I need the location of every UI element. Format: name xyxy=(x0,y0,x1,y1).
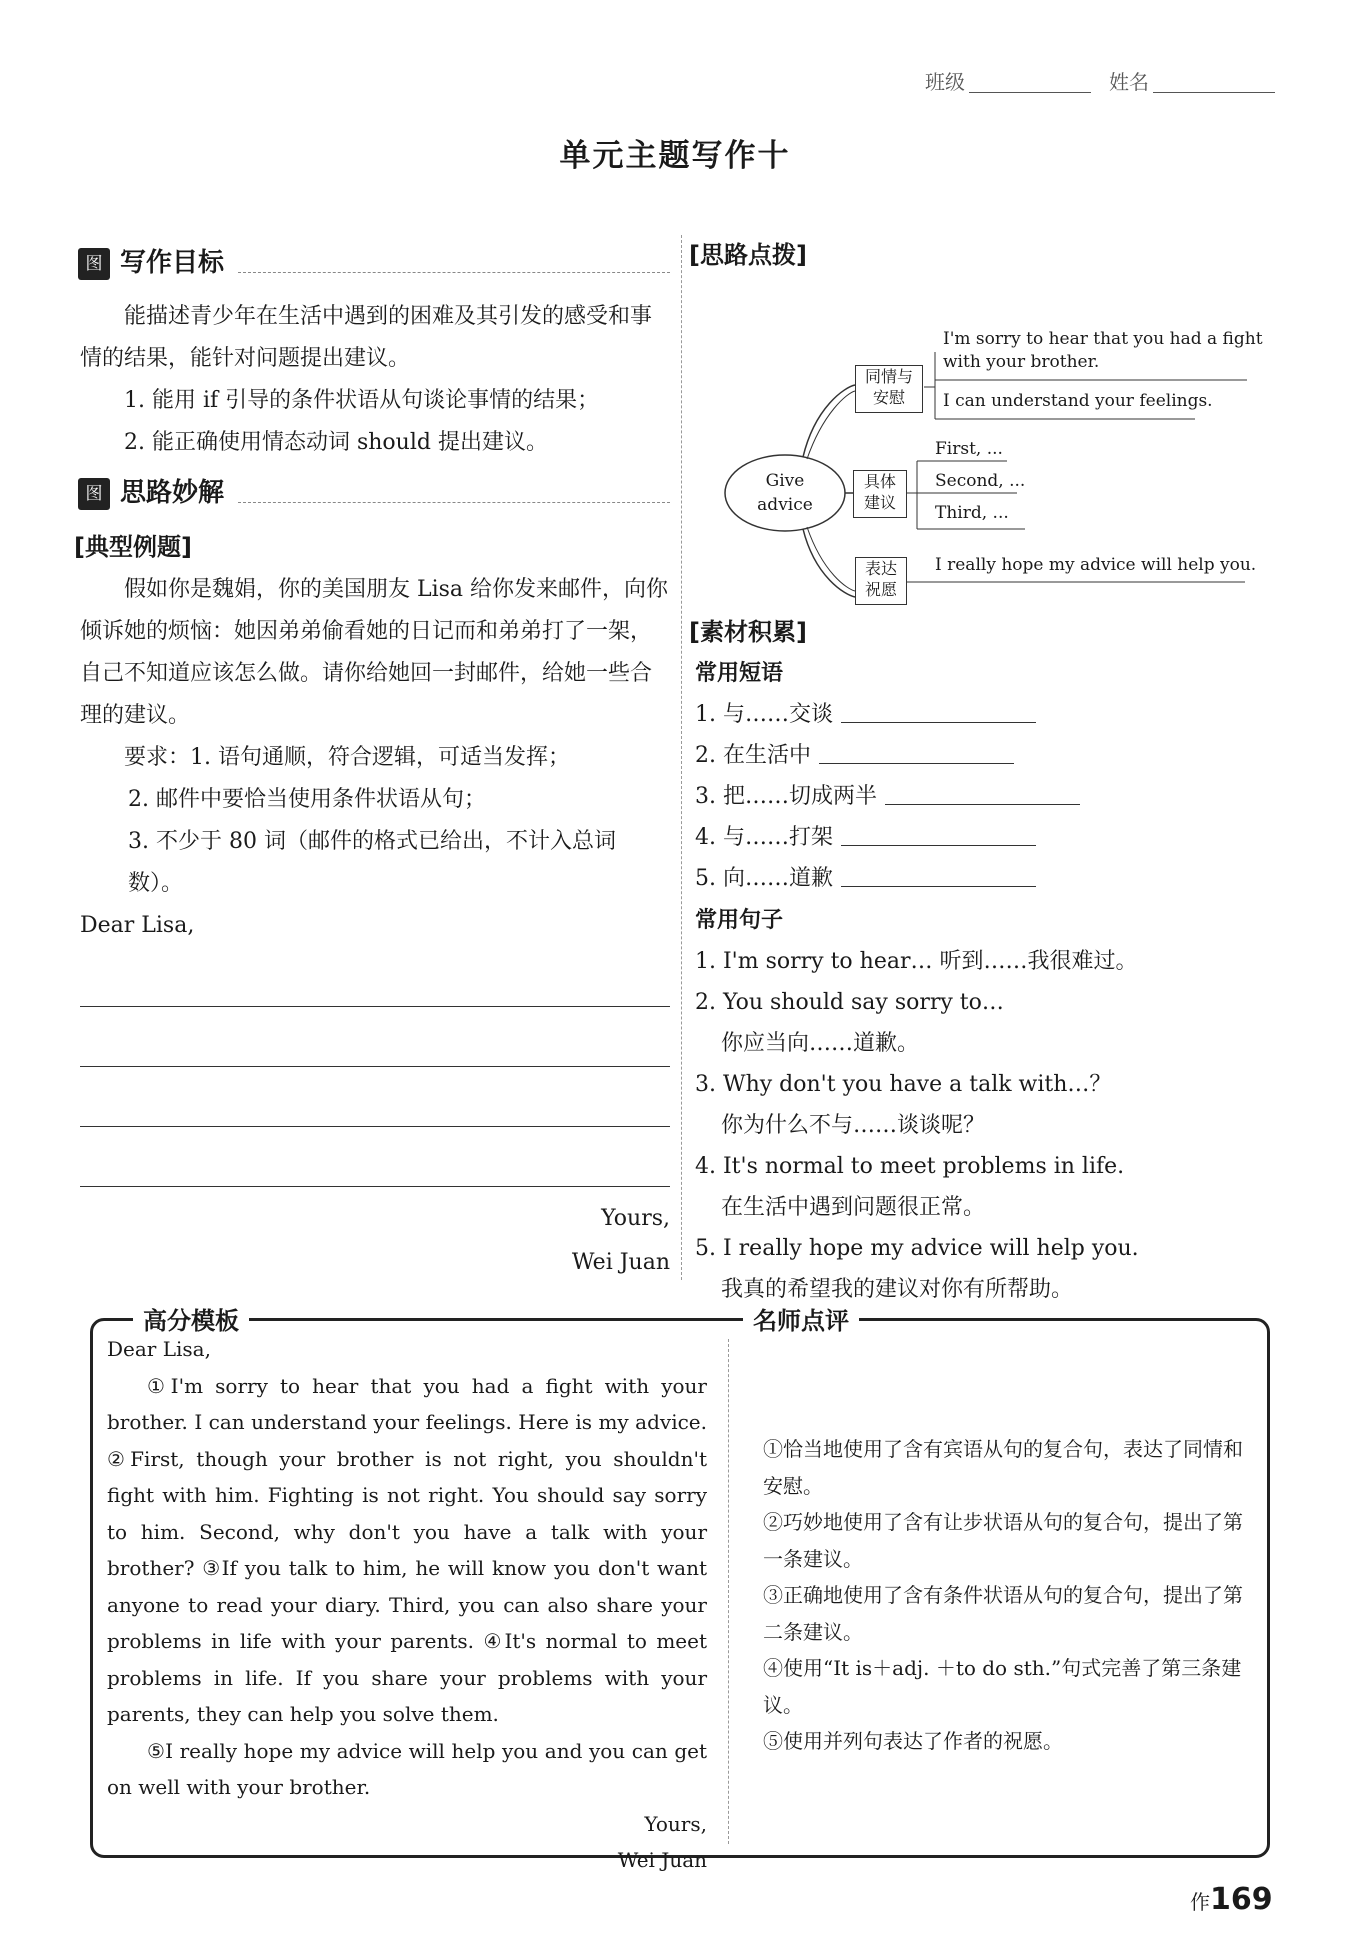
model-essay xyxy=(107,1331,707,1879)
answer-blank xyxy=(841,701,1036,723)
branch-line: I can understand your feelings. xyxy=(943,390,1213,411)
page-number xyxy=(1190,1878,1273,1922)
section-goal-heading xyxy=(78,238,670,290)
answer-blank xyxy=(885,783,1080,805)
writing-line xyxy=(80,1127,670,1187)
sentence-item: 4. It's normal to meet problems in life. xyxy=(695,1153,1125,1179)
branch-label: 安慰 xyxy=(872,387,905,407)
email-signature: Wei Juan xyxy=(571,1249,670,1275)
writing-line xyxy=(80,1067,670,1127)
phrase-text: 3. 把……切成两半 xyxy=(695,783,877,809)
center-line: advice xyxy=(757,494,813,515)
class-name-line xyxy=(925,68,1293,97)
branch-label: 具体 xyxy=(863,471,896,491)
branch-label-box xyxy=(855,365,923,413)
review-heading: 名师点评 xyxy=(743,1304,859,1339)
goal-point: 2. 能正确使用情态动词 should 提出建议。 xyxy=(124,430,548,455)
column-divider xyxy=(681,235,682,1280)
page-value: 169 xyxy=(1210,1882,1273,1917)
sentence-translation: 你应当向……道歉。 xyxy=(721,1030,920,1056)
sentences-heading: 常用句子 xyxy=(695,907,784,933)
right-column xyxy=(689,238,1275,1310)
phrase-item xyxy=(695,735,1275,776)
goal-point: 1. 能用 if 引导的条件状语从句谈论事情的结果； xyxy=(124,388,600,413)
phrase-item xyxy=(695,858,1275,899)
center-line: Give xyxy=(765,470,805,491)
requirement: 2. 邮件中要恰当使用条件状语从句； xyxy=(128,786,486,812)
branch-label: 建议 xyxy=(863,492,896,512)
review-item: ③正确地使用了含有条件状语从句的复合句，提出了第二条建议。 xyxy=(763,1583,1243,1644)
model-closing: Yours, xyxy=(644,1811,707,1836)
section-solution-heading xyxy=(78,468,670,520)
sentence-item: 5. I really hope my advice will help you. xyxy=(695,1235,1139,1261)
heading-rule xyxy=(238,272,670,273)
class-label: 班级 xyxy=(925,70,965,94)
branch-label-box xyxy=(855,557,907,605)
section-badge-icon: 图 xyxy=(78,478,110,510)
branch-line: I really hope my advice will help you. xyxy=(935,554,1257,575)
phrases-heading: 常用短语 xyxy=(695,660,784,686)
requirement: 要求：1. 语句通顺，符合逻辑，可适当发挥； xyxy=(124,744,570,770)
email-closing: Yours, xyxy=(601,1205,670,1231)
review-item: ②巧妙地使用了含有让步状语从句的复合句，提出了第一条建议。 xyxy=(763,1510,1243,1571)
heading-rule xyxy=(238,502,670,503)
phrase-item xyxy=(695,817,1275,858)
review-item: ④使用“It is＋adj. ＋to do sth.”句式完善了第三条建议。 xyxy=(763,1656,1242,1717)
sentence-translation: 在生活中遇到问题很正常。 xyxy=(721,1194,986,1220)
phrase-item xyxy=(695,776,1275,817)
phrase-text: 2. 在生活中 xyxy=(695,742,811,768)
branch-label-box xyxy=(853,470,907,518)
sentence-item: 2. You should say sorry to… xyxy=(695,989,1004,1015)
materials-heading: [素材积累] xyxy=(689,617,807,646)
writing-line xyxy=(80,947,670,1007)
review-item: ⑤使用并列句表达了作者的祝愿。 xyxy=(763,1729,1063,1753)
mind-map-center xyxy=(755,469,815,517)
branch-line: with your brother. xyxy=(943,351,1100,372)
branch-line: Third, ... xyxy=(935,502,1009,523)
model-box xyxy=(90,1307,1270,1872)
box-divider xyxy=(728,1339,729,1844)
model-paragraph: ①I'm sorry to hear that you had a fight with your brother. I can understand your feelings. Here is my advice. ②First, though your brother is not right, you shouldn't fight with him. Fighting is not right. You should say sorry to him. Second, why don't you have a talk with your brother? ③If you talk to him, he will know you don't want anyone to read your diary. Third, you can also share your problems in life with your parents. ④It's normal to meet problems in life. If you share your problems with your parents, they can help you solve them. xyxy=(107,1373,707,1726)
sentence-item: 3. Why don't you have a talk with…？ xyxy=(695,1071,1112,1097)
review-item: ①恰当地使用了含有宾语从句的复合句，表达了同情和安慰。 xyxy=(763,1437,1243,1498)
section-badge-icon: 图 xyxy=(78,248,110,280)
model-salutation: Dear Lisa, xyxy=(107,1337,211,1361)
phrase-text: 4. 与……打架 xyxy=(695,824,833,850)
mind-map xyxy=(695,277,1275,599)
writing-line xyxy=(80,1007,670,1067)
model-paragraph: ⑤I really hope my advice will help you and you can get on well with your brother. xyxy=(107,1738,707,1799)
page-title: 单元主题写作十 xyxy=(559,138,791,174)
branch-line: First, ... xyxy=(935,438,1003,459)
example-text: 假如你是魏娟，你的美国朋友 Lisa 给你发来邮件，向你倾诉她的烦恼：她因弟弟偷看她的日记而和弟弟打了一架，自己不知道应该怎么做。请你给她回一封邮件，给她一些合理的建议。 xyxy=(80,576,669,728)
sentence-translation: 我真的希望我的建议对你有所帮助。 xyxy=(721,1276,1074,1302)
goal-intro: 能描述青少年在生活中遇到的困难及其引发的感受和事情的结果，能针对问题提出建议。 xyxy=(80,304,653,371)
branch-line: I'm sorry to hear that you had a fight xyxy=(943,328,1263,349)
example-heading: [典型例题] xyxy=(74,533,192,561)
phrase-item xyxy=(695,694,1275,735)
branch-label: 表达 xyxy=(864,558,897,578)
requirement: 3. 不少于 80 词（邮件的格式已给出，不计入总词数）。 xyxy=(128,828,616,896)
mind-map-heading: [思路点拨] xyxy=(689,241,807,269)
answer-blank xyxy=(841,865,1036,887)
phrase-text: 1. 与……交谈 xyxy=(695,701,833,727)
answer-blank xyxy=(819,742,1014,764)
page-prefix: 作 xyxy=(1190,1890,1210,1914)
class-blank xyxy=(969,73,1091,93)
email-salutation: Dear Lisa, xyxy=(80,912,195,938)
section-solution-title: 思路妙解 xyxy=(120,478,225,509)
review-list xyxy=(763,1431,1253,1760)
branch-label: 同情与 xyxy=(864,366,913,386)
branch-label: 祝愿 xyxy=(864,579,897,599)
answer-blank xyxy=(841,824,1036,846)
phrase-text: 5. 向……道歉 xyxy=(695,865,833,891)
sentence-item: 1. I'm sorry to hear… 听到……我很难过。 xyxy=(695,948,1138,974)
sentence-translation: 你为什么不与……谈谈呢？ xyxy=(721,1112,986,1138)
left-column xyxy=(74,238,670,1285)
branch-line: Second, ... xyxy=(935,470,1026,491)
model-heading: 高分模板 xyxy=(133,1304,249,1339)
name-blank xyxy=(1153,73,1275,93)
section-goal-title: 写作目标 xyxy=(120,248,225,279)
model-signature: Wei Juan xyxy=(617,1848,707,1872)
name-label: 姓名 xyxy=(1109,70,1149,94)
